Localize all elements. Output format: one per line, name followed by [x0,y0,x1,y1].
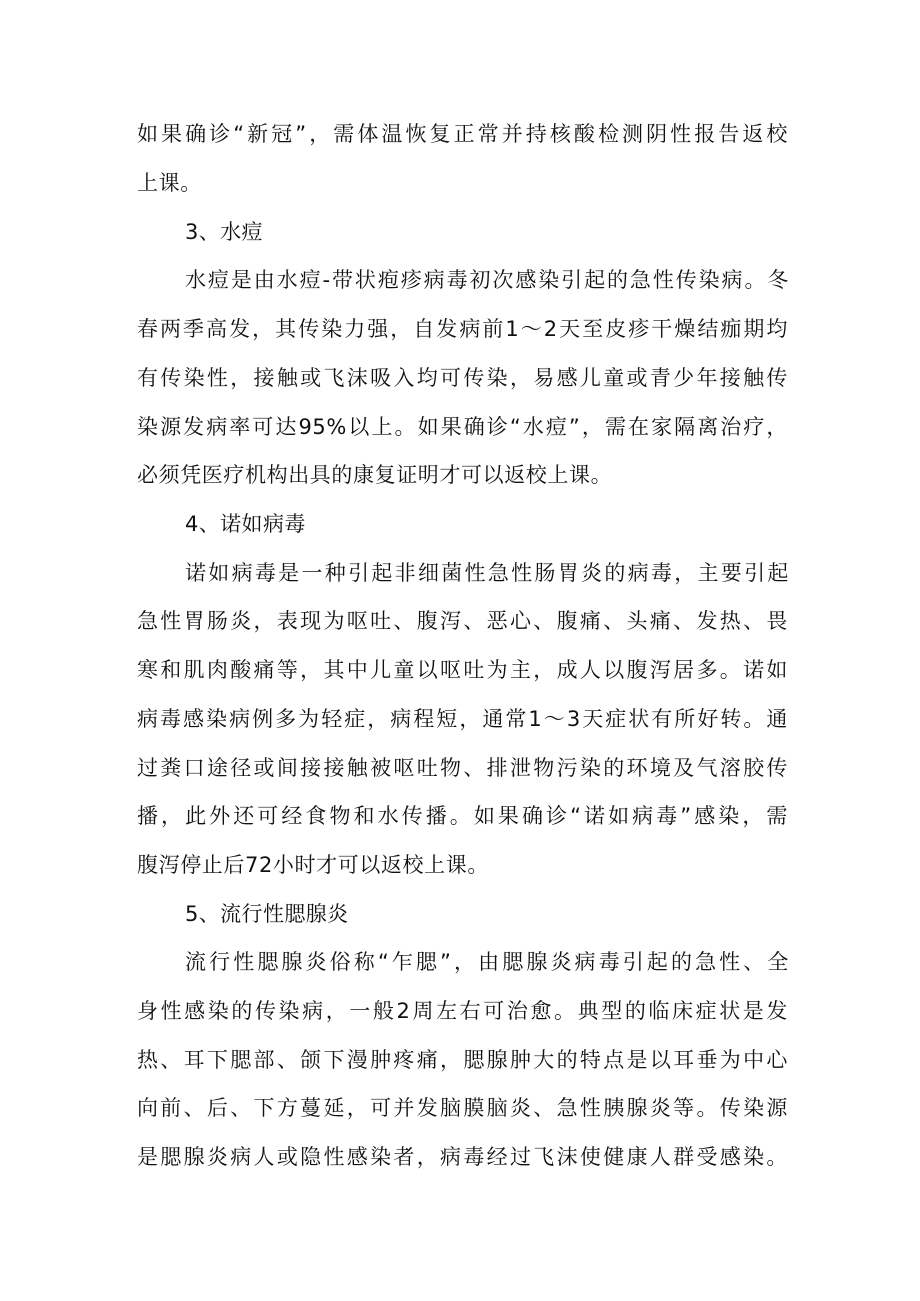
paragraph-covid-line-2: 上课。 [137,171,202,195]
paragraph-chickenpox-line-3: 有传染性，接触或飞沫吸入均可传染，易感儿童或青少年接触传 [137,366,788,390]
section-heading-norovirus: 4、诺如病毒 [185,512,306,536]
paragraph-norovirus-line-7: 腹泻停止后72小时才可以返校上课。 [137,853,489,877]
paragraph-mumps-line-4: 向前、后、下方蔓延，可并发脑膜脑炎、急性胰腺炎等。传染源 [137,1096,788,1120]
paragraph-chickenpox-line-1: 水痘是由水痘-带状疱疹病毒初次感染引起的急性传染病。冬 [185,268,789,292]
paragraph-mumps-line-3: 热、耳下腮部、颌下漫肿疼痛，腮腺肿大的特点是以耳垂为中心 [137,1048,788,1072]
paragraph-chickenpox-line-4: 染源发病率可达95%以上。如果确诊“水痘”，需在家隔离治疗， [137,415,788,439]
paragraph-norovirus-line-2: 急性胃肠炎，表现为呕吐、腹泻、恶心、腹痛、头痛、发热、畏 [137,609,788,633]
paragraph-norovirus-line-3: 寒和肌肉酸痛等，其中儿童以呕吐为主，成人以腹泻居多。诺如 [137,658,788,682]
paragraph-mumps-line-1: 流行性腮腺炎俗称“乍腮”，由腮腺炎病毒引起的急性、全 [185,950,789,974]
paragraph-mumps-line-5: 是腮腺炎病人或隐性感染者，病毒经过飞沫使健康人群受感染。 [137,1145,788,1169]
paragraph-mumps-line-2: 身性感染的传染病，一般2周左右可治愈。典型的临床症状是发 [137,999,788,1023]
paragraph-norovirus-line-4: 病毒感染病例多为轻症，病程短，通常1～3天症状有所好转。通 [137,707,788,731]
paragraph-chickenpox-line-5: 必须凭医疗机构出具的康复证明才可以返校上课。 [137,463,613,487]
paragraph-covid-line-1: 如果确诊“新冠”，需体温恢复正常并持核酸检测阴性报告返校 [137,122,788,146]
paragraph-norovirus-line-5: 过粪口途径或间接接触被呕吐物、排泄物污染的环境及气溶胶传 [137,756,788,780]
paragraph-norovirus-line-1: 诺如病毒是一种引起非细菌性急性肠胃炎的病毒，主要引起 [185,561,789,585]
paragraph-chickenpox-line-2: 春两季高发，其传染力强，自发病前1～2天至皮疹干燥结痂期均 [137,317,788,341]
section-heading-mumps: 5、流行性腮腺炎 [185,902,349,926]
section-heading-chickenpox: 3、水痘 [185,220,263,244]
paragraph-norovirus-line-6: 播，此外还可经食物和水传播。如果确诊“诺如病毒”感染，需 [137,804,788,828]
